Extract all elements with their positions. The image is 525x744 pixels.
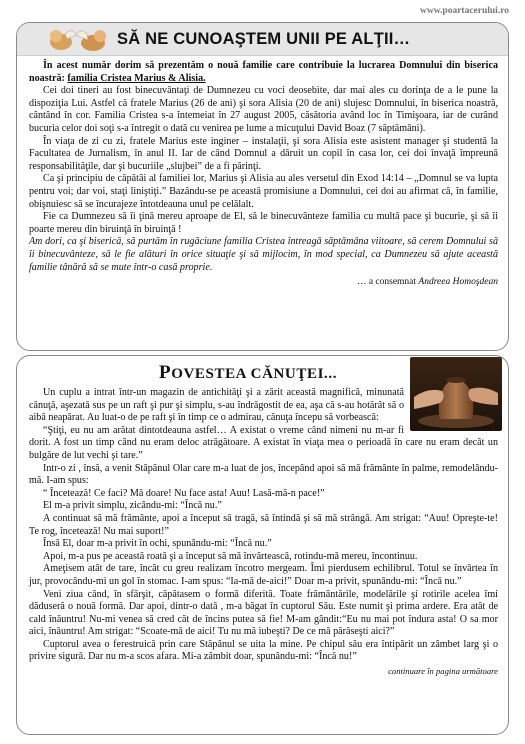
cherubs-illustration [43,25,115,53]
article-box-story [16,355,509,735]
signature [29,276,498,289]
signature-prefix: … a consemnat [356,277,419,288]
paragraph: Fie ca Dumnezeu să îi ţină mereu aproape de El, să le binecuvânteze familia cu multă pace şi bucurie, şi să îi poarte mereu din biruinţă în biruinţă ! [29,211,498,235]
paragraph: Însă El, doar m-a privit în ochi, spunându-mi: “Încă nu.” [43,538,272,550]
section-title-band [17,23,508,56]
paragraph: Veni ziua când, în sfârşit, căpătasem o formă diferită. Toate frământările, modelările şi rotirile acelea îmi dăduseră o nouă formă. Dar apoi, dintr-o dată , m-a băgat în cuptorul Său. Este numit şi prima ardere. Era atât de cald înăuntru! Nu-mi venea să cred căt de încins putea să fie! M-am gândit:“Eu nu mai pot îndura asta! O sa mor aici, înăuntru! Am strigat: “Scoate-mă de aici! Tu nu mă iubeşti? De ce mă părăseşti aici?” [29,588,498,638]
story-title-initial: P [159,362,172,383]
paragraph: Ca şi principiu de căpătâi al familiei lor, Marius şi Alisia au ales versetul din Exod 14:14 – „Domnul se va lupta pentru voi; dar voi, staţi liniştiţi.” Bazându-se pe această promisiune a Domnului, cei doi au afirmat că, în familie, obişnuiesc să se încurajeze întotdeauna unul pe celălalt. [29,173,498,210]
lead-paragraph [29,60,498,85]
pottery-photo [410,357,502,431]
paragraph: El m-a privit simplu, zicându-mi: “Încă nu.” [43,500,222,512]
paragraph: A continuat să mă frământe, apoi a început să tragă, să întindă şi să mă strângă. Am strigat: “Auu! Opreşte-te! Te rog, încetează! Nu mai suport!” [29,512,498,537]
paragraph: “ Încetează! Ce faci? Mă doare! Nu face asta! Auu! Lasă-mă-n pace!” [43,487,325,499]
potter-hands-image [410,357,502,431]
paragraph: “Ştiţi, eu nu am arătat dintotdeauna astfel… A existat o vreme când nimeni nu m-ar fi dorit. A fost un timp când nu eram deloc atrăgătoare. A existat în viaţa mea o perioadă în care nu eram decât un bulgăre de lut vechi şi tare.” [29,424,498,461]
story-title-rest: OVESTEA CĂNUŢEI... [171,366,338,382]
site-url: www.poartacerului.ro [419,6,509,16]
continued-note: continuare în pagina următoare [388,666,498,677]
paragraph: Cuptorul avea o ferestruică prin care Stăpânul se uita la mine. Pe chipul său era întipărit un zâmbet larg şi o privire sigură. Dar nu m-a scos afara. Mi-a zâmbit doar, spunându-mi: “Încă nu!” [29,638,498,663]
lead-text: În acest număr dorim să prezentăm o nouă familie care contribuie la lucrarea Domnului din biserica noastră: [29,60,498,84]
paragraph: Apoi, m-a pus pe această roată şi a început să mă învârtească, rotindu-mă mereu, încontinuu. [43,550,418,562]
paragraph: Ameţisem atât de tare, încât cu greu realizam încotro mergeam. Îmi pierdusem echilibrul. Totul se învârtea în jur, provocându-mi un gol în stomac. I-am spus: “Ia-mă de-aici!” Doar m-a privit, spunându-mi: “Încă nu.” [29,563,498,587]
signature-name: Andreea Homoşdean [418,277,498,288]
paragraph: Un cuplu a intrat într-un magazin de antichităţi şi a zărit această magnifică, minunată cănuţă, aşezată sus pe un raft şi pur şi simplu, s-au îndrăgostit de ea, aşa că s-au hotărât să o aibă neapărat. Au luat-o de pe raft şi în timp ce o admirau, cănuţa începu să vorbească: [29,387,404,424]
paragraph: Intr-o zi , însă, a venit Stăpânul Olar care m-a luat de jos, începând apoi să mă frământe în palme, remodelându-mă. I-am spus: [29,462,498,487]
paragraph: În viaţa de zi cu zi, fratele Marius este inginer – instalaţii, şi sora Alisia este asistent manager şi studentă la Facultatea de Jurnalism, în anul II. Iar de când Domnul a dăruit un copil în casa lor, cei doi învaţă împreună responsabilităţile, dar şi bucuriile „slujbei” de a fi părinţi. [29,135,498,172]
prayer-request: Am dori, ca şi biserică, să purtăm în rugăciune familia Cristea întreagă săptămâna viitoare, să cerem Domnului să îi binecuvânteze, să le fie alături în orice situaţie şi să mijlocim, în mod special, ca Dumnezeu să ajute această familie tânără să se mute într-o casă proprie. [29,236,498,273]
article-box-know-each-other [16,22,509,351]
section-title: SĂ NE CUNOAŞTEM UNII PE ALŢII… [117,30,411,48]
family-name: familia Cristea Marius & Alisia. [67,72,206,84]
paragraph: Cei doi tineri au fost binecuvântaţi de Dumnezeu cu voci deosebite, dar mai ales cu dorinţa de a le pune la dispoziţia Lui. Astfel că fratele Marius (26 de ani) şi sora Alisia (20 de ani) slujesc Domnului, în biserica noastră, cântând în cor. Familia Cristea s-a întemeiat în 27 august 2005, căsătoria având loc în Timişoara, iar de curând bucuria celor doi soţi s-a întregit o dată cu venirea pe lume a micuţului David Boaz (7 săptămâni). [29,85,498,134]
